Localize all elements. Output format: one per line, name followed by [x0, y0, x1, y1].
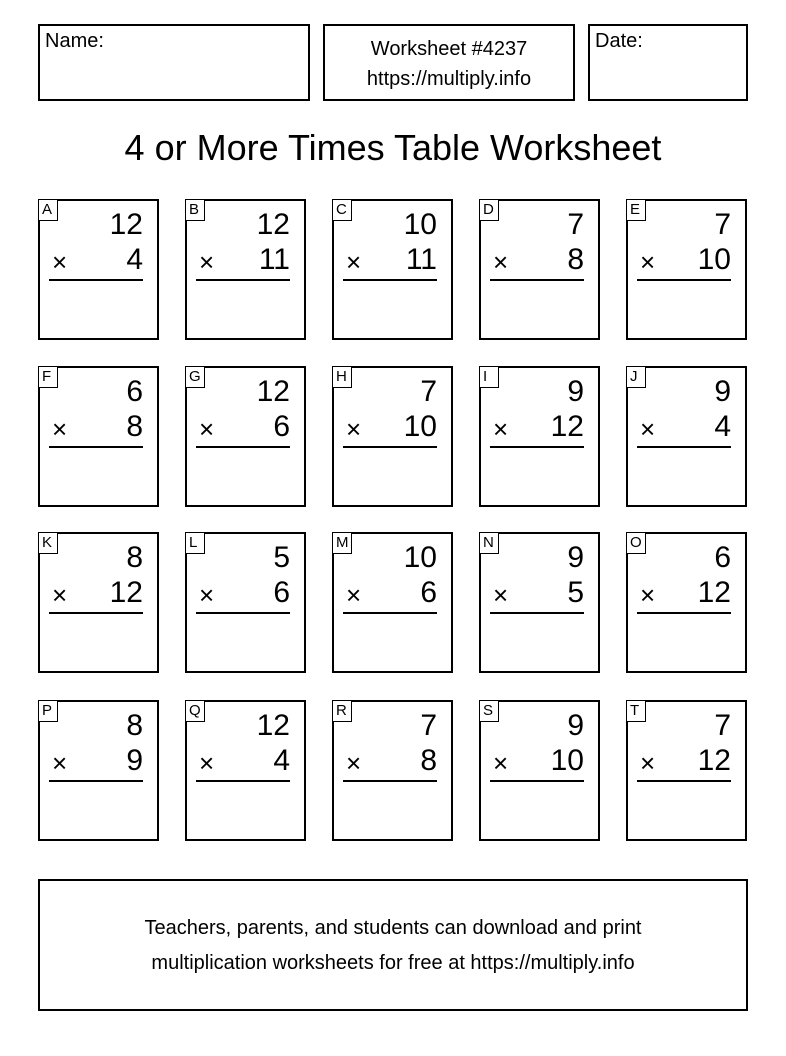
times-symbol: ×: [52, 414, 68, 444]
multiplier: 4: [714, 410, 731, 443]
times-symbol: ×: [493, 748, 509, 778]
answer-rule: [490, 446, 584, 448]
answer-space[interactable]: [343, 616, 437, 667]
problem-card: [38, 700, 159, 841]
problem-letter: L: [185, 532, 205, 554]
problem-letter: T: [626, 700, 646, 722]
answer-rule: [490, 780, 584, 782]
answer-space[interactable]: [343, 450, 437, 501]
problem-letter: N: [479, 532, 499, 554]
answer-rule: [196, 612, 290, 614]
answer-rule: [49, 612, 143, 614]
answer-space[interactable]: [196, 784, 290, 835]
answer-space[interactable]: [637, 784, 731, 835]
multiplier: 4: [126, 243, 143, 276]
answer-space[interactable]: [196, 616, 290, 667]
answer-rule: [637, 612, 731, 614]
times-symbol: ×: [52, 580, 68, 610]
multiplicand: 12: [256, 375, 290, 408]
times-symbol: ×: [346, 247, 362, 277]
multiplicand: 9: [714, 375, 731, 408]
problem-card: [332, 532, 453, 673]
answer-rule: [490, 279, 584, 281]
multiplier: 9: [126, 744, 143, 777]
multiplier: 12: [697, 576, 731, 609]
times-symbol: ×: [346, 414, 362, 444]
answer-space[interactable]: [343, 784, 437, 835]
multiplicand: 10: [403, 541, 437, 574]
times-symbol: ×: [640, 247, 656, 277]
multiplicand: 8: [126, 709, 143, 742]
answer-space[interactable]: [196, 450, 290, 501]
multiplicand: 12: [256, 208, 290, 241]
footer-line-2: multiplication worksheets for free at https://multiply.info: [151, 952, 635, 974]
answer-rule: [637, 446, 731, 448]
problem-card: [479, 700, 600, 841]
answer-space[interactable]: [637, 616, 731, 667]
answer-space[interactable]: [637, 450, 731, 501]
answer-rule: [196, 780, 290, 782]
answer-space[interactable]: [490, 616, 584, 667]
times-symbol: ×: [52, 748, 68, 778]
answer-rule: [343, 446, 437, 448]
problem-letter: A: [38, 199, 58, 221]
times-symbol: ×: [640, 748, 656, 778]
problem-card: [479, 366, 600, 507]
multiplier: 8: [126, 410, 143, 443]
problem-letter: D: [479, 199, 499, 221]
answer-rule: [343, 612, 437, 614]
multiplicand: 9: [567, 541, 584, 574]
answer-space[interactable]: [49, 283, 143, 334]
multiplier: 10: [697, 243, 731, 276]
multiplier: 12: [550, 410, 584, 443]
problem-letter: F: [38, 366, 58, 388]
footer-box: [38, 879, 748, 1011]
answer-space[interactable]: [49, 450, 143, 501]
problem-letter: O: [626, 532, 646, 554]
multiplier: 6: [273, 410, 290, 443]
multiplicand: 12: [109, 208, 143, 241]
answer-rule: [49, 780, 143, 782]
multiplier: 6: [420, 576, 437, 609]
problem-letter: S: [479, 700, 499, 722]
times-symbol: ×: [199, 247, 215, 277]
answer-space[interactable]: [637, 283, 731, 334]
date-field-box[interactable]: [588, 24, 748, 101]
answer-space[interactable]: [490, 283, 584, 334]
problem-letter: G: [185, 366, 205, 388]
multiplier: 11: [258, 243, 290, 276]
multiplicand: 7: [714, 208, 731, 241]
problem-card: [185, 199, 306, 340]
answer-space[interactable]: [49, 616, 143, 667]
answer-space[interactable]: [196, 283, 290, 334]
multiplier: 4: [273, 744, 290, 777]
problem-card: [185, 700, 306, 841]
multiplicand: 7: [420, 375, 437, 408]
problem-card: [38, 366, 159, 507]
answer-space[interactable]: [490, 784, 584, 835]
name-field-box[interactable]: [38, 24, 310, 101]
answer-rule: [343, 780, 437, 782]
problem-card: [626, 700, 747, 841]
answer-rule: [49, 279, 143, 281]
problem-card: [479, 532, 600, 673]
problem-letter: E: [626, 199, 646, 221]
problem-letter: Q: [185, 700, 205, 722]
problem-card: [626, 532, 747, 673]
problem-card: [38, 532, 159, 673]
multiplier: 8: [567, 243, 584, 276]
problem-letter: K: [38, 532, 58, 554]
times-symbol: ×: [199, 748, 215, 778]
answer-rule: [490, 612, 584, 614]
footer-line-1: Teachers, parents, and students can download and print: [144, 917, 642, 939]
multiplicand: 7: [714, 709, 731, 742]
problem-card: [185, 532, 306, 673]
problem-letter: H: [332, 366, 352, 388]
times-symbol: ×: [640, 414, 656, 444]
multiplicand: 10: [403, 208, 437, 241]
times-symbol: ×: [493, 414, 509, 444]
problem-card: [332, 700, 453, 841]
answer-rule: [49, 446, 143, 448]
problem-letter: M: [332, 532, 352, 554]
problem-card: [626, 199, 747, 340]
page-title: 4 or More Times Table Worksheet: [124, 127, 662, 168]
worksheet-number: Worksheet #4237: [370, 38, 528, 60]
multiplier: 12: [697, 744, 731, 777]
multiplier: 6: [273, 576, 290, 609]
multiplicand: 9: [567, 375, 584, 408]
multiplicand: 8: [126, 541, 143, 574]
worksheet-url: https://multiply.info: [366, 68, 532, 90]
problem-card: [185, 366, 306, 507]
answer-space[interactable]: [49, 784, 143, 835]
multiplicand: 9: [567, 709, 584, 742]
date-label: Date:: [595, 30, 643, 52]
multiplier: 12: [109, 576, 143, 609]
problem-card: [332, 366, 453, 507]
answer-rule: [343, 279, 437, 281]
multiplicand: 7: [567, 208, 584, 241]
problem-card: [332, 199, 453, 340]
problem-letter: B: [185, 199, 205, 221]
answer-space[interactable]: [343, 283, 437, 334]
times-symbol: ×: [52, 247, 68, 277]
answer-rule: [637, 279, 731, 281]
times-symbol: ×: [493, 580, 509, 610]
worksheet-info-box: [323, 24, 575, 101]
problem-card: [38, 199, 159, 340]
multiplier: 5: [567, 576, 584, 609]
multiplier: 10: [403, 410, 437, 443]
multiplicand: 6: [714, 541, 731, 574]
times-symbol: ×: [640, 580, 656, 610]
multiplier: 11: [405, 243, 437, 276]
multiplicand: 5: [273, 541, 290, 574]
name-label: Name:: [45, 30, 104, 52]
problem-letter: J: [626, 366, 646, 388]
multiplicand: 7: [420, 709, 437, 742]
problem-card: [626, 366, 747, 507]
answer-space[interactable]: [490, 450, 584, 501]
multiplier: 8: [420, 744, 437, 777]
times-symbol: ×: [199, 580, 215, 610]
answer-rule: [196, 279, 290, 281]
multiplicand: 6: [126, 375, 143, 408]
problem-letter: R: [332, 700, 352, 722]
times-symbol: ×: [493, 247, 509, 277]
answer-rule: [637, 780, 731, 782]
problem-letter: C: [332, 199, 352, 221]
problem-letter: P: [38, 700, 58, 722]
multiplier: 10: [550, 744, 584, 777]
problem-card: [479, 199, 600, 340]
answer-rule: [196, 446, 290, 448]
times-symbol: ×: [346, 580, 362, 610]
problem-letter: I: [479, 366, 499, 388]
multiplicand: 12: [256, 709, 290, 742]
times-symbol: ×: [199, 414, 215, 444]
times-symbol: ×: [346, 748, 362, 778]
